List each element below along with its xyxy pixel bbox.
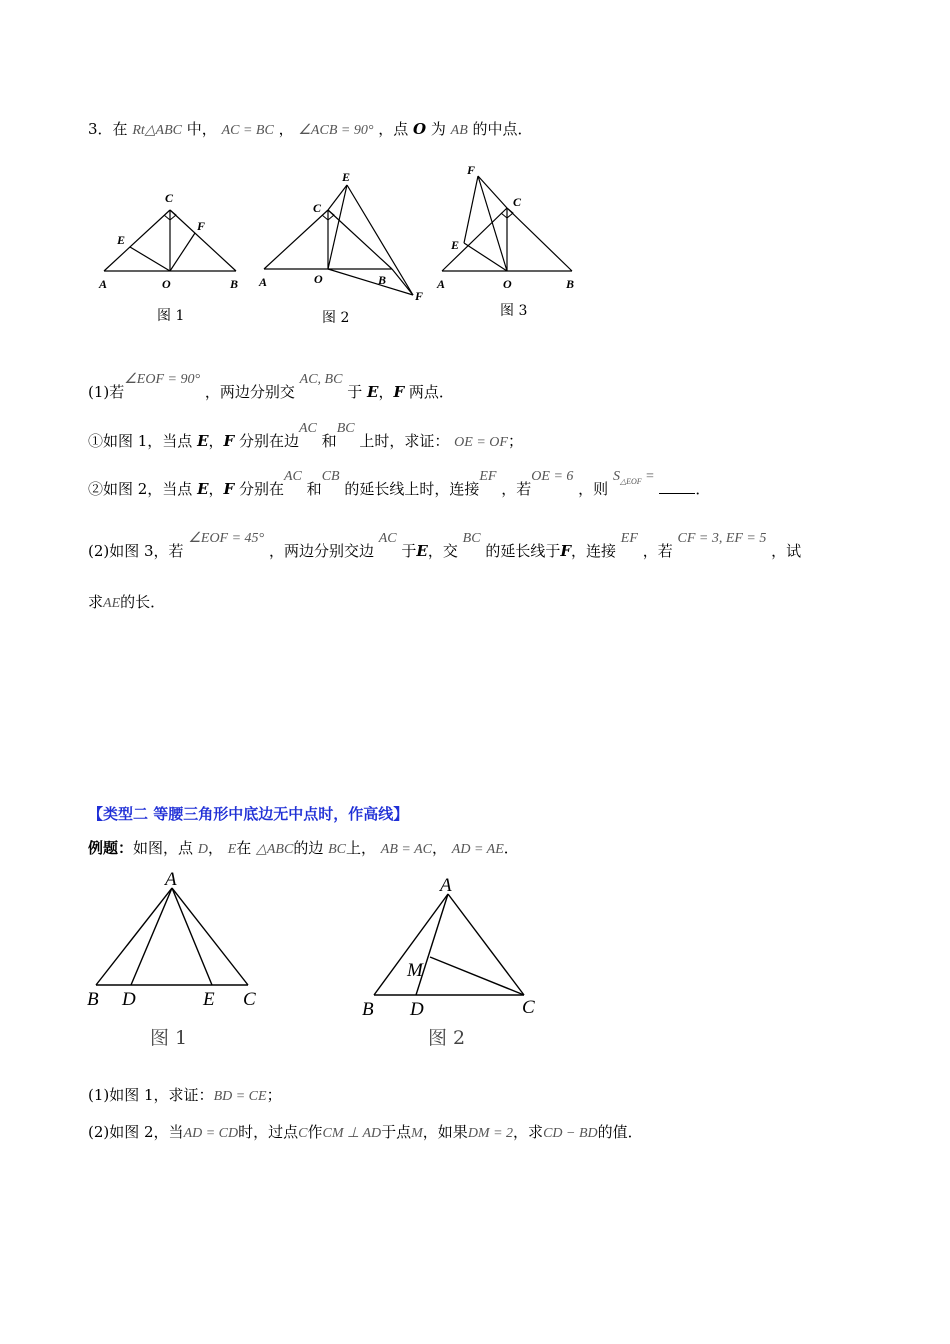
point-label: E (197, 480, 209, 498)
math-expr: BD = CE (213, 1089, 267, 1104)
point-label-O: O (503, 277, 512, 291)
point-label-B: B (566, 277, 575, 291)
math-expr: CF = 3, EF = 5 (677, 531, 767, 546)
figure-caption: 图 2 (428, 1027, 466, 1049)
text: (1)如图 1，求证： (88, 1086, 214, 1104)
text: 的延长线上时，连接 (344, 480, 480, 498)
example-question-2 (88, 1121, 643, 1142)
text: 和 (306, 480, 322, 498)
point-label-D: D (122, 989, 136, 1010)
point-label: F (393, 383, 405, 401)
text: ． (695, 480, 711, 498)
point-label-C: C (243, 989, 256, 1010)
text: 的中点． (472, 120, 533, 138)
example-figures (0, 860, 950, 1060)
math-expr: BC (462, 531, 481, 546)
point-label-C: C (165, 191, 174, 205)
text: 求 (88, 593, 104, 611)
math-expr: CM ⊥ AD (322, 1126, 382, 1141)
text: ②如图 2，当点 (88, 480, 193, 498)
point-label-B: B (230, 277, 239, 291)
text: ， (278, 120, 294, 138)
text: ，连接 (571, 542, 617, 560)
point-label: E (197, 432, 209, 450)
text: 作 (307, 1123, 323, 1141)
text: ，点 (378, 120, 409, 138)
math-expr: AB = AC (380, 842, 432, 857)
text: ，如果 (422, 1123, 468, 1141)
point-label-B: B (87, 989, 99, 1010)
point-label-B: B (378, 273, 387, 287)
math-expr: AC, BC (299, 372, 343, 387)
text: 如图，点 (133, 839, 194, 857)
text: ； (266, 1086, 282, 1104)
text: 于 (347, 383, 363, 401)
point-label-B: B (362, 999, 374, 1020)
point-label: F (560, 542, 571, 560)
math-expr: M (411, 1126, 423, 1141)
math-expr: E (227, 842, 237, 857)
figure-3 (436, 163, 574, 319)
point-label-E: E (342, 170, 351, 184)
math-expr: △ABC (256, 842, 294, 857)
point-label-C: C (522, 997, 535, 1018)
text: ， (208, 480, 224, 498)
math-expr: OE = 6 (531, 469, 574, 484)
text: ，交 (427, 542, 458, 560)
point-label-M: M (407, 960, 423, 981)
point-label: E (416, 542, 428, 560)
example-figure-2 (362, 875, 535, 1049)
point-label-O: O (162, 277, 171, 291)
sub-question-1 (88, 421, 523, 451)
text: 分别在边 (238, 432, 299, 450)
text: ， (431, 839, 447, 857)
text: ，两边分别交 (204, 383, 295, 401)
math-expr: BC (336, 421, 355, 436)
point-label-E: E (203, 989, 215, 1010)
text: ， (208, 432, 224, 450)
point-label-C: C (313, 201, 322, 215)
text: 为 (430, 120, 446, 138)
text: 的长． (120, 593, 166, 611)
figure-2 (258, 170, 423, 326)
section-heading: 【类型二 等腰三角形中底边无中点时，作高线】 (88, 805, 409, 823)
text: 的延长线于 (485, 542, 561, 560)
point-label-A: A (259, 275, 268, 289)
part-2-statement-continued (88, 591, 165, 612)
math-expr: △EOF (619, 476, 642, 486)
math-expr: CB (321, 469, 340, 484)
point-label-F: F (197, 219, 206, 233)
text: ； (507, 432, 523, 450)
text: 在 (236, 839, 252, 857)
text: 的值． (597, 1123, 643, 1141)
math-expr: AC (378, 531, 397, 546)
math-expr: OE = OF (454, 435, 508, 450)
math-expr: AD = AE (451, 842, 504, 857)
point-label-E: E (117, 233, 126, 247)
text: 于点 (381, 1123, 412, 1141)
math-expr: ∠EOF = 90° (124, 372, 201, 387)
math-expr: AC = BC (221, 123, 274, 138)
sub-question-2 (88, 469, 711, 500)
point-label-D: D (410, 999, 424, 1020)
figure-caption: 图 1 (150, 1027, 188, 1049)
point-label-F: F (415, 289, 424, 303)
figure-caption: 图 3 (500, 303, 528, 319)
text: ，则 (578, 480, 609, 498)
point-label-F: F (467, 163, 476, 177)
math-expr: Rt△ABC (132, 123, 182, 138)
point-label: F (223, 480, 235, 498)
text: (2)如图 3，若 (88, 542, 184, 560)
point-label-A: A (437, 277, 446, 291)
math-expr: CD − BD (543, 1126, 598, 1141)
text: ，若 (501, 480, 532, 498)
example-figure-1 (87, 869, 256, 1049)
math-expr: ∠ACB = 90° (298, 123, 374, 138)
math-expr: D (197, 842, 208, 857)
math-expr: AD = CD (183, 1126, 239, 1141)
text: 上时，求证： (359, 432, 450, 450)
math-expr: AE (103, 596, 121, 611)
point-label-A: A (165, 869, 177, 890)
figure-1 (98, 191, 238, 324)
text: 上， (346, 839, 377, 857)
text: ，求 (513, 1123, 544, 1141)
point-label: F (223, 432, 235, 450)
figure-caption: 图 2 (322, 310, 350, 326)
example-label: 例题： (88, 839, 134, 857)
text: (1)若 (88, 383, 125, 401)
text: ，两边分别交边 (268, 542, 374, 560)
text: ． (503, 839, 519, 857)
text: 于 (401, 542, 417, 560)
point-label-O: O (314, 272, 323, 286)
figure-caption: 图 1 (157, 308, 185, 324)
math-expr: C (298, 1126, 308, 1141)
text: 中， (186, 120, 217, 138)
text: 的边 (293, 839, 324, 857)
problem-3-figures (0, 0, 950, 340)
math-expr: S (612, 469, 620, 484)
math-expr: = (641, 469, 655, 484)
answer-blank[interactable] (659, 479, 695, 494)
point-label-A: A (440, 875, 452, 896)
point-label-E: E (451, 238, 460, 252)
point-label: E (367, 383, 379, 401)
point-label: O (413, 120, 427, 138)
math-expr: EF (620, 531, 638, 546)
point-label-A: A (99, 277, 108, 291)
text: ， (378, 383, 394, 401)
text: ，若 (642, 542, 673, 560)
math-expr: BC (328, 842, 346, 857)
example-question-1 (88, 1084, 282, 1105)
text: 和 (321, 432, 337, 450)
part-1-statement (88, 372, 454, 402)
math-expr: AB (450, 123, 468, 138)
text: 两点． (408, 383, 454, 401)
math-expr: EF (479, 469, 497, 484)
text: 3．在 (88, 120, 128, 138)
text: 时，过点 (238, 1123, 299, 1141)
text: (2)如图 2，当 (88, 1123, 184, 1141)
text: ①如图 1，当点 (88, 432, 193, 450)
text: 分别在 (238, 480, 284, 498)
point-label-C: C (513, 195, 522, 209)
math-expr: AC (299, 421, 317, 436)
part-2-statement (88, 531, 802, 561)
text: ，试 (771, 542, 802, 560)
math-expr: DM = 2 (467, 1126, 514, 1141)
example-statement (88, 837, 519, 858)
math-expr: AC (284, 469, 302, 484)
text: ， (207, 839, 223, 857)
math-expr: ∠EOF = 45° (188, 531, 265, 546)
